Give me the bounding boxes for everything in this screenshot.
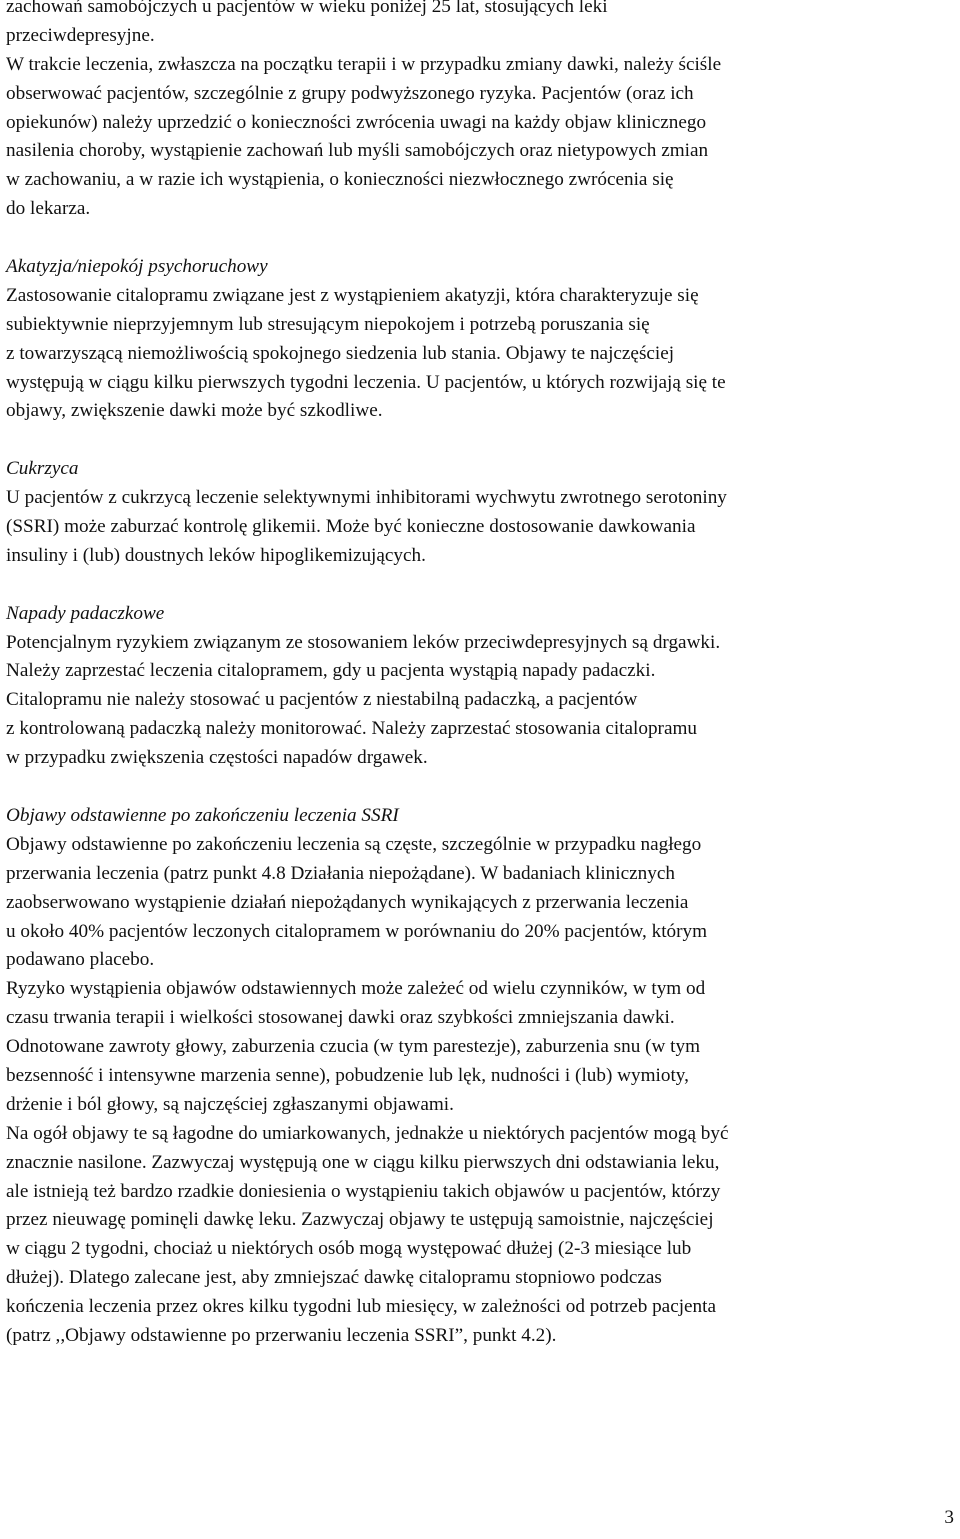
text-line: z kontrolowaną padaczką należy monitorować. Należy zaprzestać stosowania citalopramu — [6, 718, 697, 740]
text-line: Citalopramu nie należy stosować u pacjentów z niestabilną padaczką, a pacjentów — [6, 689, 638, 711]
text-line: objawy, zwiększenie dawki może być szkodliwe. — [6, 400, 383, 422]
text-line: zachowań samobójczych u pacjentów w wieku poniżej 25 lat, stosujących leki — [6, 0, 608, 17]
text-line: występują w ciągu kilku pierwszych tygodni leczenia. U pacjentów, u których rozwijają się te — [6, 371, 726, 393]
section-heading: Objawy odstawienne po zakończeniu leczenia SSRI — [6, 804, 399, 826]
paragraph-gap — [6, 426, 958, 455]
section-cukrzyca — [6, 455, 958, 571]
paragraph-gap — [6, 773, 958, 802]
section-objawy-odstawienne — [6, 802, 958, 1351]
text-line: (patrz ,,Objawy odstawienne po przerwaniu leczenia SSRI”, punkt 4.2). — [6, 1324, 557, 1346]
text-line: (SSRI) może zaburzać kontrolę glikemii. Może być konieczne dostosowanie dawkowania — [6, 516, 696, 538]
text-line: w przypadku zwiększenia częstości napadów drgawek. — [6, 747, 428, 769]
section-napady-padaczkowe — [6, 600, 958, 773]
text-line: przerwania leczenia (patrz punkt 4.8 Działania niepożądane). W badaniach klinicznych — [6, 862, 675, 884]
text-line: do lekarza. — [6, 198, 91, 220]
text-line: U pacjentów z cukrzycą leczenie selektywnymi inhibitorami wychwytu zwrotnego serotoniny — [6, 487, 727, 509]
text-line: opiekunów) należy uprzedzić o konieczności zwrócenia uwagi na każdy objaw klinicznego — [6, 111, 707, 133]
text-line: Na ogół objawy te są łagodne do umiarkowanych, jednakże u niektórych pacjentów mogą być — [6, 1122, 729, 1144]
text-line: w zachowaniu, a w razie ich wystąpienia, o konieczności niezwłocznego zwrócenia się — [6, 169, 674, 191]
text-line: zaobserwowano wystąpienie działań niepożądanych wynikających z przerwania leczenia — [6, 891, 689, 913]
section-heading: Akatyzja/niepokój psychoruchowy — [6, 256, 268, 278]
paragraph-gap — [6, 571, 958, 600]
intro-paragraph — [6, 0, 958, 224]
text-line: obserwować pacjentów, szczególnie z grupy podwyższonego ryzyka. Pacjentów (oraz ich — [6, 82, 694, 104]
text-line: podawano placebo. — [6, 949, 155, 971]
text-line: u około 40% pacjentów leczonych citalopramem w porównaniu do 20% pacjentów, którym — [6, 920, 708, 942]
text-line: subiektywnie nieprzyjemnym lub stresującym niepokojem i potrzebą poruszania się — [6, 313, 650, 335]
text-line: Potencjalnym ryzykiem związanym ze stosowaniem leków przeciwdepresyjnych są drgawki. — [6, 631, 721, 653]
text-line: W trakcie leczenia, zwłaszcza na początku terapii i w przypadku zmiany dawki, należy ściśle — [6, 53, 722, 75]
text-line: Ryzyko wystąpienia objawów odstawiennych może zależeć od wielu czynników, w tym od — [6, 978, 706, 1000]
text-line: kończenia leczenia przez okres kilku tygodni lub miesięcy, w zależności od potrzeb pacjenta — [6, 1296, 716, 1318]
text-line: czasu trwania terapii i wielkości stosowanej dawki oraz szybkości zmniejszania dawki. — [6, 1007, 675, 1029]
text-line: znacznie nasilone. Zazwyczaj występują one w ciągu kilku pierwszych dni odstawiania leku, — [6, 1151, 720, 1173]
text-line: dłużej). Dlatego zalecane jest, aby zmniejszać dawkę citalopramu stopniowo podczas — [6, 1267, 662, 1289]
text-line: Odnotowane zawroty głowy, zaburzenia czucia (w tym parestezje), zaburzenia snu (w tym — [6, 1036, 701, 1058]
text-line: Zastosowanie citalopramu związane jest z wystąpieniem akatyzji, która charakteryzuje się — [6, 284, 699, 306]
page-number: 3 — [944, 1507, 954, 1528]
text-line: przez nieuwagę pominęli dawkę leku. Zazwyczaj objawy te ustępują samoistnie, najczęściej — [6, 1209, 714, 1231]
section-heading: Cukrzyca — [6, 458, 79, 480]
text-line: Należy zaprzestać leczenia citalopramem, gdy u pacjenta wystąpią napady padaczki. — [6, 660, 656, 682]
section-heading: Napady padaczkowe — [6, 602, 165, 624]
text-line: insuliny i (lub) doustnych leków hipoglikemizujących. — [6, 544, 426, 566]
paragraph-gap — [6, 224, 958, 253]
text-line: przeciwdepresyjne. — [6, 24, 155, 46]
text-line: drżenie i ból głowy, są najczęściej zgłaszanymi objawami. — [6, 1093, 454, 1115]
document-body — [6, 0, 958, 1351]
text-line: nasilenia choroby, wystąpienie zachowań lub myśli samobójczych oraz nietypowych zmian — [6, 140, 709, 162]
text-line: Objawy odstawienne po zakończeniu leczenia są częste, szczególnie w przypadku nagłego — [6, 833, 702, 855]
text-line: ale istnieją też bardzo rzadkie doniesienia o wystąpieniu takich objawów u pacjentów, którzy — [6, 1180, 721, 1202]
text-line: z towarzyszącą niemożliwością spokojnego siedzenia lub stania. Objawy te najczęściej — [6, 342, 675, 364]
section-akatyzja — [6, 253, 958, 426]
text-line: bezsenność i intensywne marzenia senne), pobudzenie lub lęk, nudności i (lub) wymioty, — [6, 1064, 689, 1086]
text-line: w ciągu 2 tygodni, chociaż u niektórych osób mogą występować dłużej (2-3 miesiące lub — [6, 1238, 692, 1260]
